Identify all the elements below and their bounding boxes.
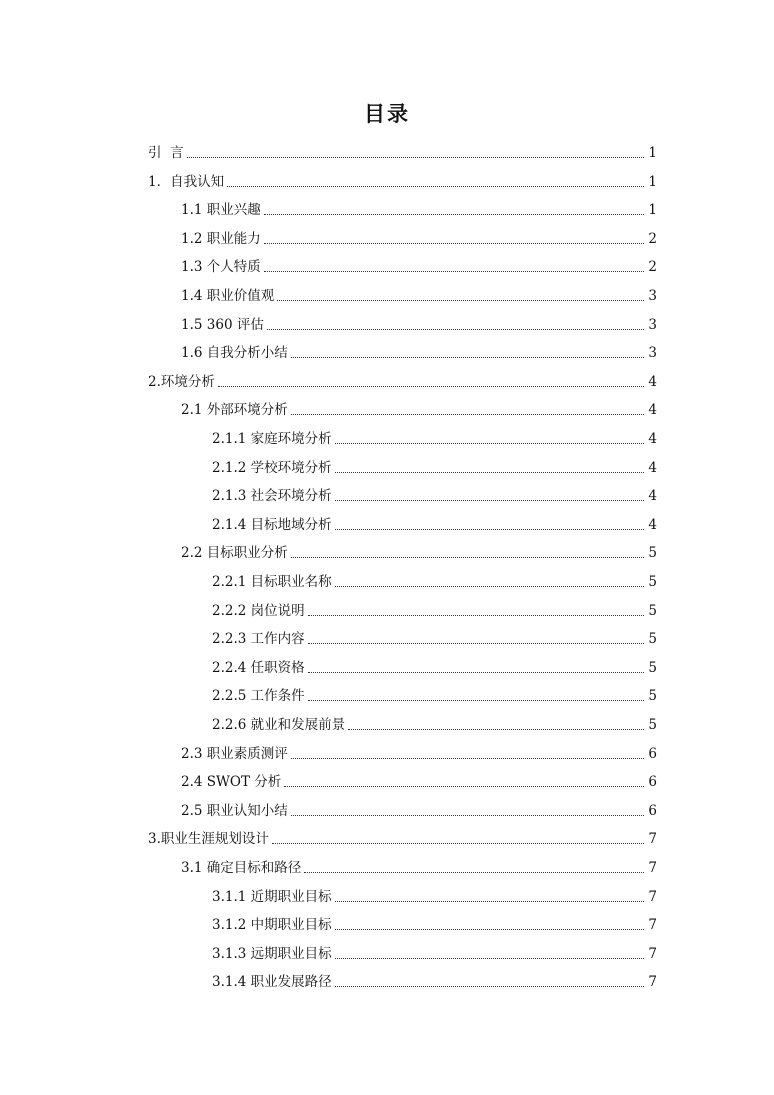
toc-entry[interactable] — [212, 969, 657, 991]
toc-entry-page-number: 4 — [648, 373, 657, 390]
toc-entry-label: 3.1.1 近期职业目标 — [212, 888, 332, 905]
toc-entry-label: 3.1.2 中期职业目标 — [212, 917, 332, 934]
toc-entry[interactable] — [212, 941, 657, 963]
toc-entry-page-number: 4 — [648, 459, 657, 476]
toc-entry-page-number: 5 — [648, 659, 657, 676]
toc-entry[interactable] — [212, 655, 657, 677]
dot-leader — [335, 986, 644, 987]
toc-entry[interactable] — [148, 369, 657, 391]
toc-entry[interactable] — [212, 598, 657, 620]
dot-leader — [335, 929, 644, 930]
toc-entry-page-number: 6 — [648, 745, 657, 762]
dot-leader — [291, 758, 644, 759]
toc-entry-label: 2.2.2 岗位说明 — [212, 602, 305, 619]
toc-entry-label: 3.1.4 职业发展路径 — [212, 974, 332, 991]
toc-entry-page-number: 1 — [648, 173, 657, 190]
toc-entry-label: 2.5 职业认知小结 — [181, 802, 288, 819]
toc-entry[interactable] — [181, 340, 657, 362]
toc-entry-page-number: 1 — [648, 202, 657, 219]
dot-leader — [291, 815, 644, 816]
toc-entry[interactable] — [212, 912, 657, 934]
toc-entry-page-number: 5 — [648, 631, 657, 648]
toc-entry-label: 2.2.4 任职资格 — [212, 659, 305, 676]
toc-entry[interactable] — [212, 569, 657, 591]
dot-leader — [308, 615, 644, 616]
toc-entry-label: 1.2 职业能力 — [181, 230, 261, 247]
dot-leader — [291, 414, 644, 415]
dot-leader — [348, 729, 644, 730]
toc-entry-page-number: 1 — [648, 145, 657, 161]
toc-entry-page-number: 4 — [648, 488, 657, 505]
dot-leader — [335, 443, 644, 444]
toc-entry[interactable] — [148, 169, 657, 191]
toc-entry[interactable] — [148, 826, 657, 848]
dot-leader — [308, 643, 644, 644]
toc-entry-page-number: 4 — [648, 516, 657, 533]
dot-leader — [277, 300, 644, 301]
toc-entry[interactable] — [212, 884, 657, 906]
toc-entry[interactable] — [212, 426, 657, 448]
toc-entry-label: 2.2.1 目标职业名称 — [212, 574, 332, 590]
toc-entry-page-number: 7 — [648, 831, 657, 848]
toc-entry-label: 2.1 外部环境分析 — [181, 402, 288, 419]
toc-entry-page-number: 5 — [648, 688, 657, 705]
dot-leader — [291, 557, 644, 558]
toc-entry-page-number: 7 — [648, 974, 657, 991]
toc-entry[interactable] — [181, 855, 657, 877]
toc-entry-label: 2.1.4 目标地域分析 — [212, 516, 332, 533]
dot-leader — [335, 472, 644, 473]
dot-leader — [335, 586, 644, 587]
toc-entry-page-number: 6 — [648, 802, 657, 819]
toc-entry[interactable] — [148, 140, 657, 162]
toc-entry-label: 2.3 职业素质测评 — [181, 745, 288, 762]
dot-leader — [308, 700, 644, 701]
dot-leader — [335, 958, 644, 959]
toc-entry-label: 3.1 确定目标和路径 — [181, 860, 302, 876]
toc-entry-page-number: 5 — [648, 545, 657, 562]
toc-entry-label: 2.2.3 工作内容 — [212, 631, 305, 648]
toc-entry[interactable] — [181, 741, 657, 763]
toc-entry-label: 1.6 自我分析小结 — [181, 345, 288, 362]
toc-entry[interactable] — [212, 712, 657, 734]
dot-leader — [264, 214, 644, 215]
dot-leader — [335, 901, 644, 902]
dot-leader — [272, 843, 644, 844]
toc-entry-label: 2.环境分析 — [148, 373, 215, 390]
toc-entry-label: 1.5 360 评估 — [181, 316, 264, 333]
toc-entry[interactable] — [181, 397, 657, 419]
toc-entry-label: 1.1 职业兴趣 — [181, 202, 261, 219]
toc-entry[interactable] — [181, 540, 657, 562]
toc-entry-page-number: 4 — [648, 431, 657, 447]
dot-leader — [264, 271, 644, 272]
toc-entry[interactable] — [212, 626, 657, 648]
toc-entry-page-number: 3 — [648, 345, 657, 362]
toc-entry[interactable] — [181, 798, 657, 820]
dot-leader — [267, 329, 644, 330]
dot-leader — [218, 386, 644, 387]
toc-entry-page-number: 3 — [648, 316, 657, 333]
toc-entry[interactable] — [181, 769, 657, 791]
toc-entry[interactable] — [212, 483, 657, 505]
toc-entry-page-number: 7 — [648, 860, 657, 876]
toc-entry-label: 2.2.6 就业和发展前景 — [212, 717, 346, 733]
toc-entry-label: 2.2.5 工作条件 — [212, 688, 305, 705]
toc-entry-label: 2.1.3 社会环境分析 — [212, 488, 332, 505]
toc-entry-label: 2.2 目标职业分析 — [181, 545, 288, 562]
toc-entry-page-number: 7 — [648, 888, 657, 905]
toc-entry-page-number: 7 — [648, 917, 657, 934]
dot-leader — [335, 529, 644, 530]
toc-entry-label: 1．自我认知 — [148, 173, 225, 190]
toc-entry[interactable] — [212, 455, 657, 477]
toc-entry-page-number: 2 — [648, 259, 657, 276]
toc-entry[interactable] — [181, 312, 657, 334]
toc-entry-label: 引 言 — [148, 145, 184, 161]
dot-leader — [227, 186, 644, 187]
toc-entry-label: 2.4 SWOT 分析 — [181, 774, 282, 791]
dot-leader — [308, 672, 644, 673]
toc-entry-page-number: 4 — [648, 402, 657, 419]
toc-entry-label: 3.职业生涯规划设计 — [148, 831, 269, 848]
toc-entry-page-number: 3 — [648, 288, 657, 304]
dot-leader — [264, 243, 644, 244]
toc-entry-page-number: 5 — [648, 574, 657, 590]
toc-entry[interactable] — [181, 197, 657, 219]
toc-entry[interactable] — [212, 683, 657, 705]
toc-entry-label: 1.4 职业价值观 — [181, 288, 275, 304]
toc-entry-label: 1.3 个人特质 — [181, 259, 261, 276]
toc-entry[interactable] — [181, 283, 657, 305]
dot-leader — [335, 500, 644, 501]
toc-entry-page-number: 5 — [648, 602, 657, 619]
toc-entry[interactable] — [212, 512, 657, 534]
toc-entry[interactable] — [181, 254, 657, 276]
toc-entry-page-number: 7 — [648, 945, 657, 962]
toc-entry-page-number: 5 — [648, 717, 657, 733]
toc-entry-label: 2.1.1 家庭环境分析 — [212, 431, 332, 447]
dot-leader — [187, 157, 644, 158]
toc-entry-page-number: 2 — [648, 230, 657, 247]
dot-leader — [291, 357, 644, 358]
toc-entry-page-number: 6 — [648, 774, 657, 791]
toc-title: 目录 — [364, 101, 410, 126]
toc-entry[interactable] — [181, 226, 657, 248]
toc-entry-label: 3.1.3 远期职业目标 — [212, 945, 332, 962]
toc-entry-label: 2.1.2 学校环境分析 — [212, 459, 332, 476]
dot-leader — [284, 786, 644, 787]
dot-leader — [304, 872, 644, 873]
